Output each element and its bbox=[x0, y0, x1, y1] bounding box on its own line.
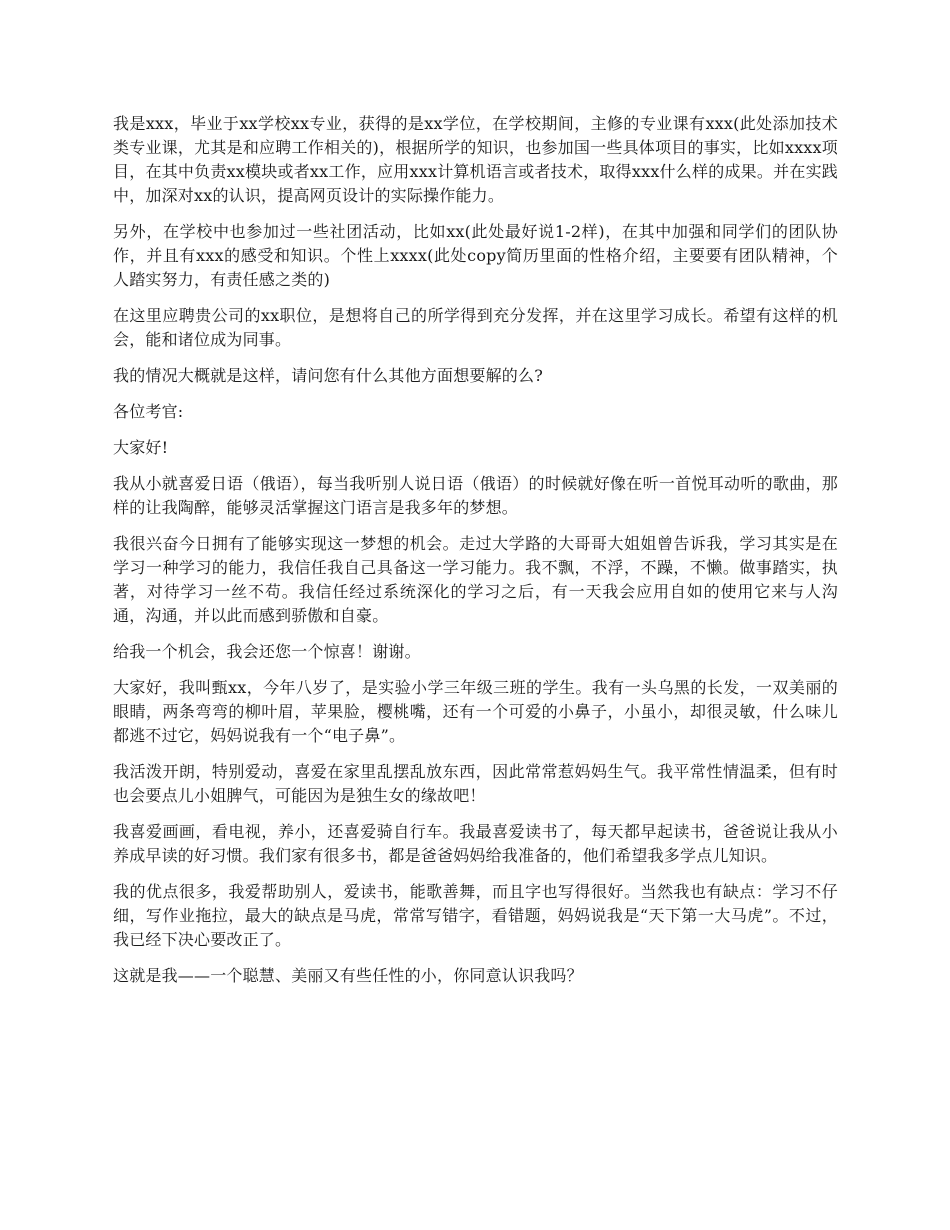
paragraph-11: 我活泼开朗，特别爱动，喜爱在家里乱摆乱放东西，因此常常惹妈妈生气。我平常性情温柔，但有时也会要点儿小姐脾气，可能因为是独生女的缘故吧！ bbox=[113, 762, 838, 805]
paragraph-6: 大家好! bbox=[113, 438, 169, 457]
paragraph-9: 给我一个机会，我会还您一个惊喜！谢谢。 bbox=[113, 642, 421, 661]
paragraph-3: 在这里应聘贵公司的xx职位，是想将自己的所学得到充分发挥，并在这里学习成长。希望有这样的机会，能和诸位成为同事。 bbox=[113, 306, 838, 349]
paragraph-14: 这就是我——一个聪慧、美丽又有些任性的小，你同意认识我吗？ bbox=[113, 966, 583, 985]
paragraph-13: 我的优点很多，我爱帮助别人，爱读书，能歌善舞，而且字也写得很好。当然我也有缺点：学习不仔细，写作业拖拉，最大的缺点是马虎，常常写错字，看错题，妈妈说我是“天下第一大马虎”。不过，我已经下决心要改正了。 bbox=[113, 882, 838, 949]
document-body bbox=[113, 112, 838, 988]
paragraph-5: 各位考官: bbox=[113, 402, 184, 421]
paragraph-7: 我从小就喜爱日语（俄语），每当我听别人说日语（俄语）的时候就好像在听一首悦耳动听的歌曲，那样的让我陶醉，能够灵活掌握这门语言是我多年的梦想。 bbox=[113, 474, 838, 517]
paragraph-8: 我很兴奋今日拥有了能够实现这一梦想的机会。走过大学路的大哥哥大姐姐曾告诉我，学习其实是在学习一种学习的能力，我信任我自己具备这一学习能力。我不飘，不浮，不躁，不懒。做事踏实，执著，对待学习一丝不苟。我信任经过系统深化的学习之后，有一天我会应用自如的使用它来与人沟通，沟通，并以此而感到骄傲和自豪。 bbox=[113, 534, 838, 625]
paragraph-2: 另外，在学校中也参加过一些社团活动，比如xx(此处最好说1-2样)，在其中加强和同学们的团队协作，并且有xxx的感受和知识。个性上xxxx(此处copy简历里面的性格介绍，主要要有团队精神，个人踏实努力，有责任感之类的) bbox=[113, 222, 838, 289]
paragraph-10: 大家好，我叫甄xx，今年八岁了，是实验小学三年级三班的学生。我有一头乌黑的长发，一双美丽的眼睛，两条弯弯的柳叶眉，苹果脸，樱桃嘴，还有一个可爱的小鼻子，小虽小，却很灵敏，什么味儿都逃不过它，妈妈说我有一个“电子鼻”。 bbox=[113, 678, 838, 745]
paragraph-12: 我喜爱画画，看电视，养小，还喜爱骑自行车。我最喜爱读书了，每天都早起读书，爸爸说让我从小养成早读的好习惯。我们家有很多书，都是爸爸妈妈给我准备的，他们希望我多学点儿知识。 bbox=[113, 822, 838, 865]
paragraph-4: 我的情况大概就是这样，请问您有什么其他方面想要解的么? bbox=[113, 366, 543, 385]
paragraph-1: 我是xxx，毕业于xx学校xx专业，获得的是xx学位，在学校期间，主修的专业课有xxx(此处添加技术类专业课，尤其是和应聘工作相关的)，根据所学的知识，也参加国一些具体项目的事实，比如xxxx项目，在其中负责xx模块或者xx工作，应用xxx计算机语言或者技术，取得xxx什么样的成果。并在实践中，加深对xx的认识，提高网页设计的实际操作能力。 bbox=[113, 114, 838, 205]
